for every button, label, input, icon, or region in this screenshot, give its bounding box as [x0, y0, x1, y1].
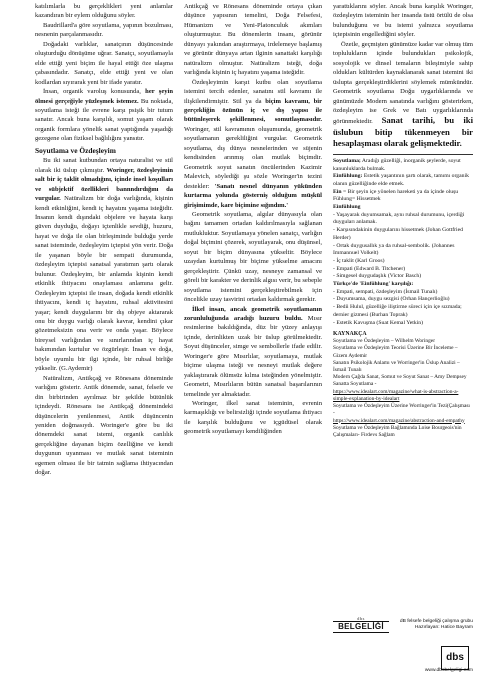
paragraph: Woringer, ilkel sanat isteminin, evrenin karmaşıklığı ve belirsizliği içinde soyutlama ihtiyacı ile karşılık bulduğunu ve içgüdüsel olarak geometrik soyutlamayı kendiliğinden	[184, 400, 322, 436]
bold-text: her şeyin ölmesi gerçeğiyle yüzleşmek istemez.	[35, 88, 173, 105]
dbs-badge-icon: dbs	[441, 646, 469, 670]
reference-link[interactable]: https://www.idealart.com/magazine/abstraction-and-empathy	[333, 417, 465, 424]
glossary-entry	[333, 212, 473, 227]
reference-item: Soyutlama ve Özdeşleyim – Wilhelm Woringer	[333, 338, 435, 345]
glossary-definition: = Bir şeyin içe yönelen hareketi ya da içinde olușu Fühlung= Hissetmek	[333, 188, 459, 203]
divider	[333, 154, 473, 155]
credit-line: dB felsefe belgeliği çalışma grubu	[399, 619, 473, 624]
glossary-entry	[333, 227, 473, 242]
glossary-entry	[333, 258, 473, 266]
glossary-term: Soyutlama;	[333, 157, 361, 164]
bold-quote: 'Sanatı nesnel dünyanın yükünden kurtarma yolunda gösterniş olduğum müşkül girişimimde, kare biçimine sığındım.'	[184, 182, 322, 209]
glossary-definition: Estetik yaşantının şartı olarak, tamımı organik olanın güzelliğinde elde etmek.	[333, 173, 469, 187]
paragraph: yarattıklarını söyler. Ancak buna karşılık Woringer, özdeşleyim isteminin her insanda üstü örtülü de olsa bulunduğunu ve bu istemi yalnızca soyutlama içtepisinin engellediğini söyler.	[333, 3, 473, 39]
reference-item: Modern Çağda Sanat, Somut ve Soyut Sanat – Amy Dempsey	[333, 374, 467, 381]
glossary-entry	[333, 273, 473, 281]
reference-item: Sanatta Soyutlama -	[333, 381, 377, 388]
text-run: Özetle, geçmişten günümüze kadar var olmuş tüm toplulukların içinde bulundukları psikolojik, sosyolojik ve dinsel temaların bileşimiyle sahip oldukları kültürden kaynaklanarak sanat istemini iki üslupta gerçekleştirdiklerini söylemek mümkündür. Geometrik soyutlama Doğu uygarlıklarında ve günümüzde Modern sanatında varlığını gösterirken, özdeşleyim ise Grek ve Batı uygarlıklarında görünmektedir.	[333, 40, 473, 126]
glossary-term: Einfühlung:	[333, 173, 363, 180]
column-3	[333, 2, 473, 439]
column-1	[35, 2, 173, 478]
paragraph: Natüralizm, Antikçağ ve Rönesans döneminde varlığını gösterir. Antik dönemde, sanat, felsefe ve din birbirinden ayrılmaz bir şekilde bütünlük içindeydi. Rönesans ise Antikçağ dönemindeki düşüncelerin yenilenmesi, Antik düşüncenin yeniden doğmasıydı. Woringer'e göre bu iki dönemdeki sanat istemi, organik canlılık gerçekliğine dayanan biçim özelliğine ve kendi duygunun uyanması ve mutlak sanat isteminin egemen olması ile bir tatmin sağlama ihtiyacından doğar.	[35, 374, 173, 477]
text-run: Özdeşleyimin karşıt kutbu olan soyutlama istemini tercih edenler, sanatını stil kavramı ile ilişkilendirmiştir. Stil ya da	[184, 78, 322, 105]
glossary-entry	[333, 281, 473, 289]
glossary-entry	[333, 173, 473, 188]
glossary	[333, 158, 473, 327]
logo-wordmark: BELGELİĞİ	[333, 621, 389, 633]
glossary-definition: - Karşısındakinin duygularını hissetmek (Johan Gottfried Herder)	[333, 227, 463, 241]
glossary-entry	[333, 204, 473, 212]
paragraph	[35, 156, 173, 373]
glossary-entry	[333, 243, 473, 258]
glossary-entry	[333, 304, 473, 319]
glossary-term: Türkçe'de 'Einfühlung' karşılığı:	[333, 281, 414, 288]
credits	[395, 619, 473, 632]
bold-text: İlkel insan, ancak geometrik soyutlamanın zorunluluğunda aradığı huzuru buldu.	[184, 305, 322, 322]
text-run: Bu noktada, soyutlama isteği ile evrene karşı psişik bir tutum sanatır. Ancak buna karşılık, somut yaşam olarak organik formlara yönelik sanat yaptığında yaşadığı gezegene olan fiziksel bağlılığını yansıtır.	[35, 97, 173, 143]
reference-item: Soyutlama ve Özdeşleyim Üzerine Worringer'in Tezi(Çalışması -	[333, 403, 470, 417]
reference-link[interactable]: https://www.idealart.com/magazine/what-is-abstraction-a-simple-explanation-by-idealart	[333, 388, 459, 402]
paragraph: Doğadaki varlıklar, sanatçının düşüncesinde oluşturduğu dönüşüme uğrar. Sanatçı, soyutlamayla elde ettiği yeni biçim ile hayal ettiği öze ulaşma çabasındadır. Sanatçı, elde ettiği yeni ve olan kodlardan sıyırarak yeni bir ifade yaratır.	[35, 40, 173, 86]
text-run: Woringer, stil kavramının oluşumunda, geometrik soyutlamanın gerekliliğini vurgular. Geometrik soyutlama, dış dünya nesnelerinden ve süjenin kendisinden arınmış olan mutlak biçimdir. Geometrik soyut sanatın öncülerinden Kazimir Malevich, söylediği şu sözle Woringer'in tezini destekler:	[184, 125, 322, 190]
credit-line: Hazırlayan: Hatice Bayram	[414, 625, 473, 631]
paragraph: katılımlarla bu gerçeklikleri yeni anlamlar kazandıran bir eylem olduğunu söyler.	[35, 3, 173, 20]
reference-item: Sanatın Psikolojik Anlamı ve Worringer'in Üslup Analizi – İsmail Tunalı	[333, 359, 460, 374]
glossary-definition: - Ortak duygusallık ya da ruhsal-sembolik. (Johannes Immannuel Volkelt)	[333, 242, 455, 257]
reference-item: Soyutlama ve Özdeşleyim Teorisi Üzerine Bir İnceleme – Gizem Aydemir	[333, 345, 458, 359]
website-link[interactable]: www.dbsbelgeligi.com	[424, 668, 473, 673]
glossary-entry	[333, 158, 473, 173]
text-run: Natüralizm bir doğa varlığında, kişinin kendi etkinliğini, kendi iç hayatını yaşama isteğidir. İnsanın kendi dışındaki objelere ve hayata karşı güven duyduğu, doğayı içtenlikle sevdiği, huzuru, hayat ve doğa ile olan birleşiminde bulduğu yerde sanat isteminde, özdeşleyim içtepisi yön verir. Doğa ile yaşanan böyle bir sempati durumunda, özdeşleyim içtepisi sanatsal yaratımın şartı olarak bulunur. Özdeşleyim, bir anlamda kişinin kendi etkinlik ihtiyacını onaylaması anlamına gelir. Özdeşleyim içtepisi ile insan, doğada kendi etkinlik ihtiyacını, kendi iç hayatını, ruhsal aktivitesini yaşar; kendi duygularını bir dış objeye aktararak onu bir duygu varlığı olarak kavrar, kendini çıkar gözetmeksizin ona verir ve onda yaşar. Böylece bireysel varlığından ve sınırlarından iç hayat bakımından kurtulur ve özgürleşir. İnsan ve doğa, böyle uyumlu bir ilgi içinde, bir ruhsal birliğe yükselir. (G.Aydemir)	[35, 195, 173, 373]
paragraph	[333, 40, 473, 150]
paragraph: Geometrik soyutlama, algılar dünyasıyla olan bağını tamamen ortadan kaldırılmasıyla sağlanan mutlukluktur. Soyutlamaya yönelen sanatçı, varlığın doğal biçimini çözerek, soyutlayarak, onu düşünsel, soyut bir biçim dünyasına yükseltir. Böylece uzaydan kurtulmuş bir biçime yükselme amacını gerçekleştirir. Çünkü uzay, nesneye zamansal ve göreli bir karakter ve derinlik algısı verir, bu sebeple soyutlama istemini gerçekleştirebilmek için öncelikle uzay tasvirini ortadan kaldırmak gerekir.	[184, 210, 322, 304]
references-title: KAYNAKÇA	[333, 331, 367, 338]
glossary-definition: - Estetik Kavuşma (Suat Kemal Yetkin)	[333, 319, 424, 326]
paragraph	[184, 305, 322, 400]
references-list	[333, 338, 473, 439]
column-2	[184, 2, 322, 437]
glossary-definition: - Empati, sempati, özdeşleyim (İsmail Tunalı)	[333, 288, 438, 295]
reference-item: Soyutlama ve Özdeşleyim Bağlamında Loise Bourgeois'nin Çalışmaları- Firdevs Sağlam	[333, 424, 462, 438]
pull-quote: Sanat tarihi, bu iki üslubun bitip tükenmeyen bir hesaplaşması olarak gelişmektedir.	[333, 115, 473, 149]
logo-top-text: dbs	[357, 616, 365, 621]
bold-text: Woringer, özdeşleyimin salt bir iç taklit olmadığını, içinde insel koşulları ve sübjektif özellikleri bannndırdığını da vurgular.	[35, 166, 173, 203]
glossary-definition: - İç taklit (Karl Groos)	[333, 257, 385, 264]
paragraph: Antikçağ ve Rönesans döneminde ortaya çıkan düşünce yapısının temelini, Doğa Felsefesi, Hümanizm ve Yeni-Platonculuk akımları oluşturmuştur. Bu dönemlerin insanı, görünür dünyayı yakından araştırmaya, irdelemeye başlamış ve görünür dünyaya artan ilginin sanattaki karşılığı natüralizm olmuştur. Natüralizm isteği, doğa varlığında kişinin iç hayatını yaşama isteğidir.	[184, 3, 322, 77]
glossary-definition: - Bedii Hulul, güzelliğe iliştirme süreci için içe sızmada; dernier gizmesi (Burhan Toprak)	[333, 304, 462, 318]
section-heading: Soyutlama ve Özdeşleyim	[35, 145, 116, 155]
glossary-entry	[333, 189, 473, 204]
glossary-term: Ein	[333, 188, 342, 195]
glossary-term: Einfühlung	[333, 204, 361, 211]
footer	[333, 616, 473, 678]
glossary-definition: - Yaşayarak duyumsamak, aynı ruhsal durumunu, içerdiği duyguları anlamak.	[333, 211, 465, 226]
glossary-entry	[333, 320, 473, 328]
paragraph: Baudrillard'a göre soyutlama, yapının bozulması, nesnenin parçalanmasıdır.	[35, 21, 173, 39]
glossary-entry	[333, 296, 473, 304]
paragraph	[35, 87, 173, 144]
text-run: Mısır resimlerine bakıldığında, düz bir yüzey anlayışı içinde, derinlikten uzak bir üslup görülmektedir. Soyut düşünceler, simge ve sembollerle ifade edilir. Woringer'e göre Mısırlılar, soyutlamaya, mutlak biçime ulaşma isteği ve nesneyi mutlak değere yaklaştırarak ölümsüz kılma isteğinden yönelmiştir. Geometri, Mısırlıların bütün sanatsal başarılarının temelinde yer almaktadır.	[184, 314, 322, 398]
glossary-definition: - Empati (Edward B. Titchener)	[333, 265, 406, 272]
bold-text: biçim kavramı, bir gerçekliğin özünün iç ve dış yapısı ile bütünleşerek şekillenmesi, somutlaşmasıdır.	[184, 97, 322, 124]
publisher-logo	[333, 616, 389, 640]
glossary-definition: - Simgesel duygudaşlık (Victor Basch)	[333, 273, 422, 280]
text-run: İnsan, organik varoluş konusunda,	[43, 88, 146, 96]
text-run: Bu iki sanat kutbundan ortaya naturalist ve stil olarak iki üslup çıkmıştır.	[35, 157, 173, 174]
glossary-definition: Aradığı güzelliği, inorganik şeylerde, soyut kanunluklarda bulmak.	[333, 157, 461, 172]
glossary-definition: - Duyumsama, duygu sezgisi (Orhan Hançerlioğlu)	[333, 296, 450, 303]
paragraph	[184, 78, 322, 210]
